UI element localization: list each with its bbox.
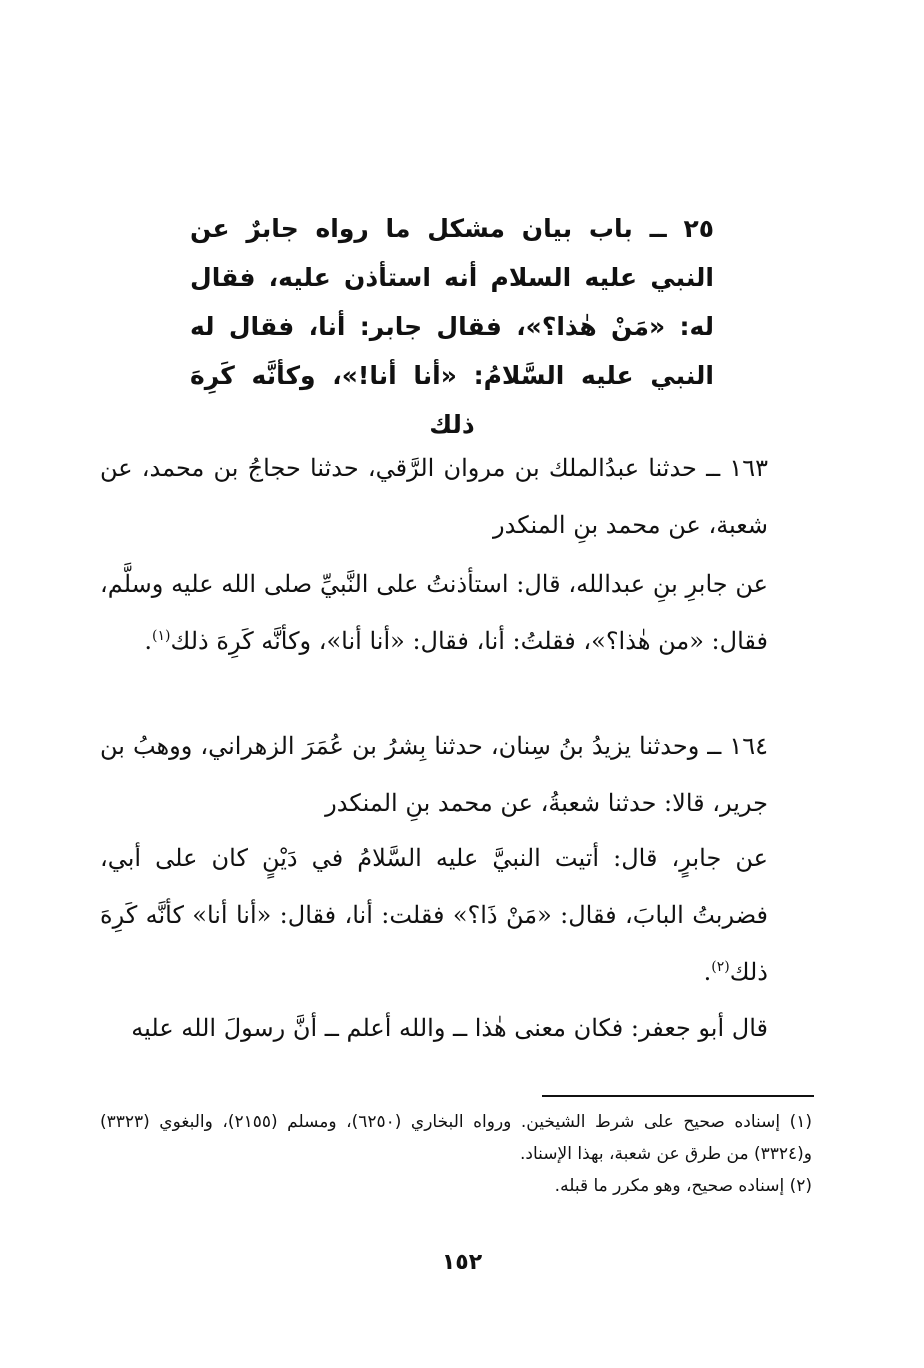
closing-paragraph	[100, 1000, 812, 1057]
footnote-2: (٢) إسناده صحيح، وهو مكرر ما قبله.	[554, 1176, 812, 1196]
page-number: ١٥٢	[441, 1250, 483, 1275]
footnote-ref-2: (٢)	[711, 959, 730, 975]
footnotes	[100, 1106, 812, 1202]
hadith-164-matn	[100, 830, 812, 1001]
hadith-163-matn	[100, 556, 812, 670]
chapter-heading-text: ٢٥ ــ باب بيان مشكل ما رواه جابرٌ عن النبي عليه السلام أنه استأذن عليه، فقال له: «مَنْ هٰذا؟»، فقال جابر: أنا، فقال له النبي عليه السَّلامُ: «أنا أنا!»، وكأنَّه كَرِهَ ذلك	[190, 214, 714, 439]
hadith-163-isnad-text: ١٦٣ ــ حدثنا عبدُالملك بن مروان الرَّقي، حدثنا حجاجُ بن محمد، عن شعبة، عن محمد بنِ المنكدر	[100, 454, 768, 539]
hadith-164-isnad-text: ١٦٤ ــ وحدثنا يزيدُ بنُ سِنان، حدثنا بِشرُ بن عُمَرَ الزهراني، ووهبُ بن جرير، قالا: حدثنا شعبةُ، عن محمد بنِ المنكدر	[100, 732, 768, 817]
hadith-163-isnad	[100, 440, 812, 554]
footnote-1: (١) إسناده صحيح على شرط الشيخين. ورواه البخاري (٦٢٥٠)، ومسلم (٢١٥٥)، والبغوي (٣٣٢٣) و(٣٣٢٤) من طرق عن شعبة، بهذا الإسناد.	[100, 1112, 813, 1164]
hadith-164-isnad	[100, 718, 812, 832]
hadith-163-matn-text: عن جابرِ بنِ عبدالله، قال: استأذنتُ على النَّبيِّ صلى الله عليه وسلَّم، فقال: «من هٰذا؟»، فقلتُ: أنا، فقال: «أنا أنا»، وكأنَّه كَرِهَ ذلك	[100, 570, 768, 655]
hadith-164-matn-text: عن جابرٍ، قال: أتيت النبيَّ عليه السَّلامُ في دَيْنٍ كان على أبي، فضربتُ البابَ، فقال: «مَنْ ذَا؟» فقلت: أنا، فقال: «أنا أنا» كأنَّه كَرِهَ ذلك	[100, 844, 768, 986]
hadith-164-end: .	[703, 958, 712, 986]
hadith-164-matn-body	[100, 830, 812, 1001]
footnote-divider	[542, 1095, 814, 1097]
hadith-163-end: .	[144, 627, 153, 655]
hadith-163-matn-body	[100, 556, 812, 670]
footnote-ref-1: (١)	[152, 628, 171, 644]
chapter-heading	[190, 204, 714, 449]
closing-text: قال أبو جعفر: فكان معنى هٰذا ــ والله أعلم ــ أنَّ رسولَ الله عليه	[131, 1014, 768, 1042]
